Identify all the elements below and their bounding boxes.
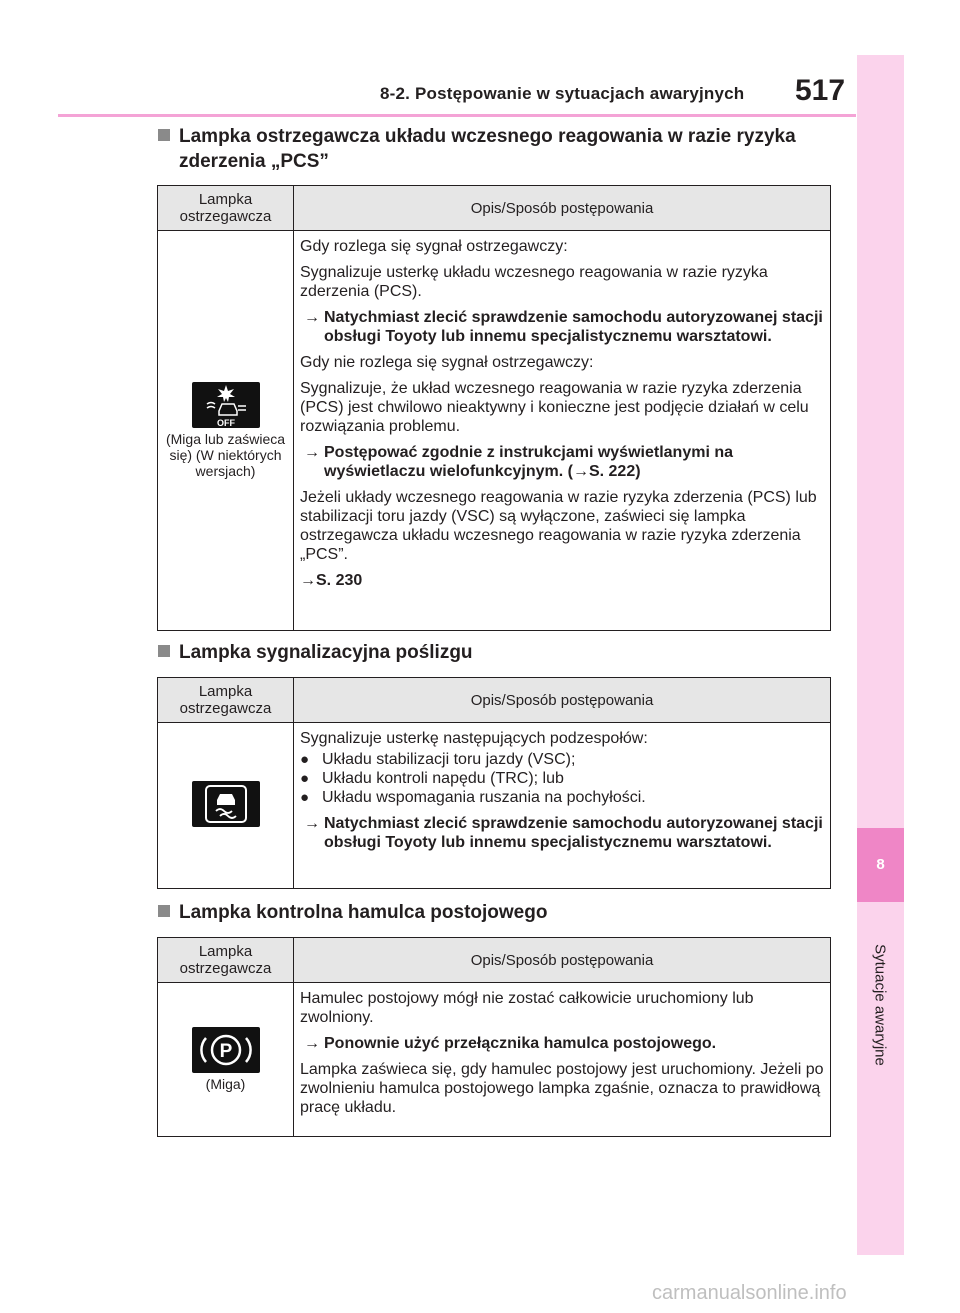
chapter-label: Sytuacje awaryjne [871, 944, 889, 1066]
running-header-title: 8-2. Postępowanie w sytuacjach awaryjnych [380, 84, 745, 103]
column-header-description: Opis/Sposób postępowania [294, 186, 831, 231]
page-reference-link[interactable]: S. 222) [588, 463, 641, 480]
square-bullet-icon [158, 645, 170, 657]
list-item: ● Układu stabilizacji toru jazdy (VSC); [300, 751, 576, 768]
component-list [300, 750, 826, 807]
lamp-caption: (Miga lub zaświeca się) (W niektórych wersjach) [165, 431, 286, 479]
list-item: ● Układu kontroli napędu (TRC); lub [300, 770, 564, 787]
bullet-icon: ● [300, 789, 310, 806]
arrow-icon: → [304, 444, 320, 461]
text-line: Lampka zaświeca się, gdy hamulec postojowy jest uruchomiony. Jeżeli po zwolnieniu hamulca postojowego lampka zgaśnie, oznacza to prawidłową pracę układu. [300, 1061, 824, 1116]
slip-indicator-icon [192, 781, 260, 827]
action-line: → Postępować zgodnie z instrukcjami wyświetlanymi na wyświetlaczu wielofunkcyjnym. (→S. 222) [300, 443, 826, 481]
section-heading-parking-brake: Lampka kontrolna hamulca postojowego [158, 900, 547, 925]
section-heading-pcs: Lampka ostrzegawcza układu wczesnego reagowania w razie ryzyka zderzenia „PCS” [158, 124, 796, 174]
action-line: → Natychmiast zlecić sprawdzenie samochodu autoryzowanej stacji obsługi Toyoty lub innemu specjalistycznemu warsztatowi. [300, 814, 826, 852]
square-bullet-icon [158, 129, 170, 141]
lamp-cell [158, 231, 294, 631]
description-cell [294, 723, 831, 889]
watermark: carmanualsonline.info [652, 1282, 847, 1304]
parking-brake-table [157, 937, 831, 1137]
square-bullet-icon [158, 905, 170, 917]
section-heading-slip: Lampka sygnalizacyjna poślizgu [158, 640, 473, 665]
arrow-icon: → [300, 572, 316, 589]
page-number: 517 [795, 74, 846, 107]
arrow-icon: → [572, 463, 589, 480]
lamp-caption: (Miga) [205, 1076, 246, 1092]
arrow-icon: → [304, 309, 320, 326]
column-header-description: Opis/Sposób postępowania [294, 678, 831, 723]
svg-text:OFF: OFF [216, 418, 235, 428]
action-line: → Natychmiast zlecić sprawdzenie samochodu autoryzowanej stacji obsługi Toyoty lub innemu specjalistycznemu warsztatowi. [300, 308, 826, 346]
arrow-icon: → [304, 815, 320, 832]
column-header-lamp: Lampka ostrzegawcza [158, 186, 294, 231]
list-item: ● Układu wspomagania ruszania na pochyłości. [300, 789, 646, 806]
svg-text:P: P [219, 1041, 232, 1062]
description-cell [294, 983, 831, 1137]
text-line: Sygnalizuje, że układ wczesnego reagowania w razie ryzyka zderzenia (PCS) jest chwilowo nieaktywny i konieczne jest podjęcie działań w celu rozwiązania problemu. [300, 380, 809, 435]
pcs-off-warning-icon [192, 382, 260, 428]
header-divider [58, 114, 856, 117]
lamp-cell [158, 723, 294, 889]
chapter-tab[interactable]: 8 [857, 828, 904, 902]
bullet-icon: ● [300, 751, 310, 768]
page-reference-link[interactable]: S. 230 [316, 572, 363, 589]
action-line: → Ponownie użyć przełącznika hamulca postojowego. [300, 1034, 826, 1053]
lamp-cell [158, 983, 294, 1137]
column-header-lamp: Lampka ostrzegawcza [158, 678, 294, 723]
description-cell [294, 231, 831, 631]
text-line: Sygnalizuje usterkę układu wczesnego reagowania w razie ryzyka zderzenia (PCS). [300, 264, 768, 300]
column-header-lamp: Lampka ostrzegawcza [158, 938, 294, 983]
text-line: Hamulec postojowy mógł nie zostać całkowicie uruchomiony lub zwolniony. [300, 990, 754, 1026]
pcs-warning-table [157, 185, 831, 631]
action-line [300, 571, 826, 590]
column-header-description: Opis/Sposób postępowania [294, 938, 831, 983]
text-line: Gdy nie rozlega się sygnał ostrzegawczy: [300, 354, 594, 371]
parking-brake-icon [192, 1027, 260, 1073]
text-line: Jeżeli układy wczesnego reagowania w razie ryzyka zderzenia (PCS) lub stabilizacji toru jazdy (VSC) są wyłączone, zaświeci się lampka ostrzegawcza układu wczesnego reagowania w razie ryzyka zderzenia „PCS”. [300, 489, 817, 563]
arrow-icon: → [304, 1035, 320, 1052]
bullet-icon: ● [300, 770, 310, 787]
text-line: Sygnalizuje usterkę następujących podzespołów: [300, 730, 648, 747]
text-line: Gdy rozlega się sygnał ostrzegawczy: [300, 238, 568, 255]
slip-indicator-table [157, 677, 831, 889]
chapter-side-bar [857, 55, 904, 1255]
